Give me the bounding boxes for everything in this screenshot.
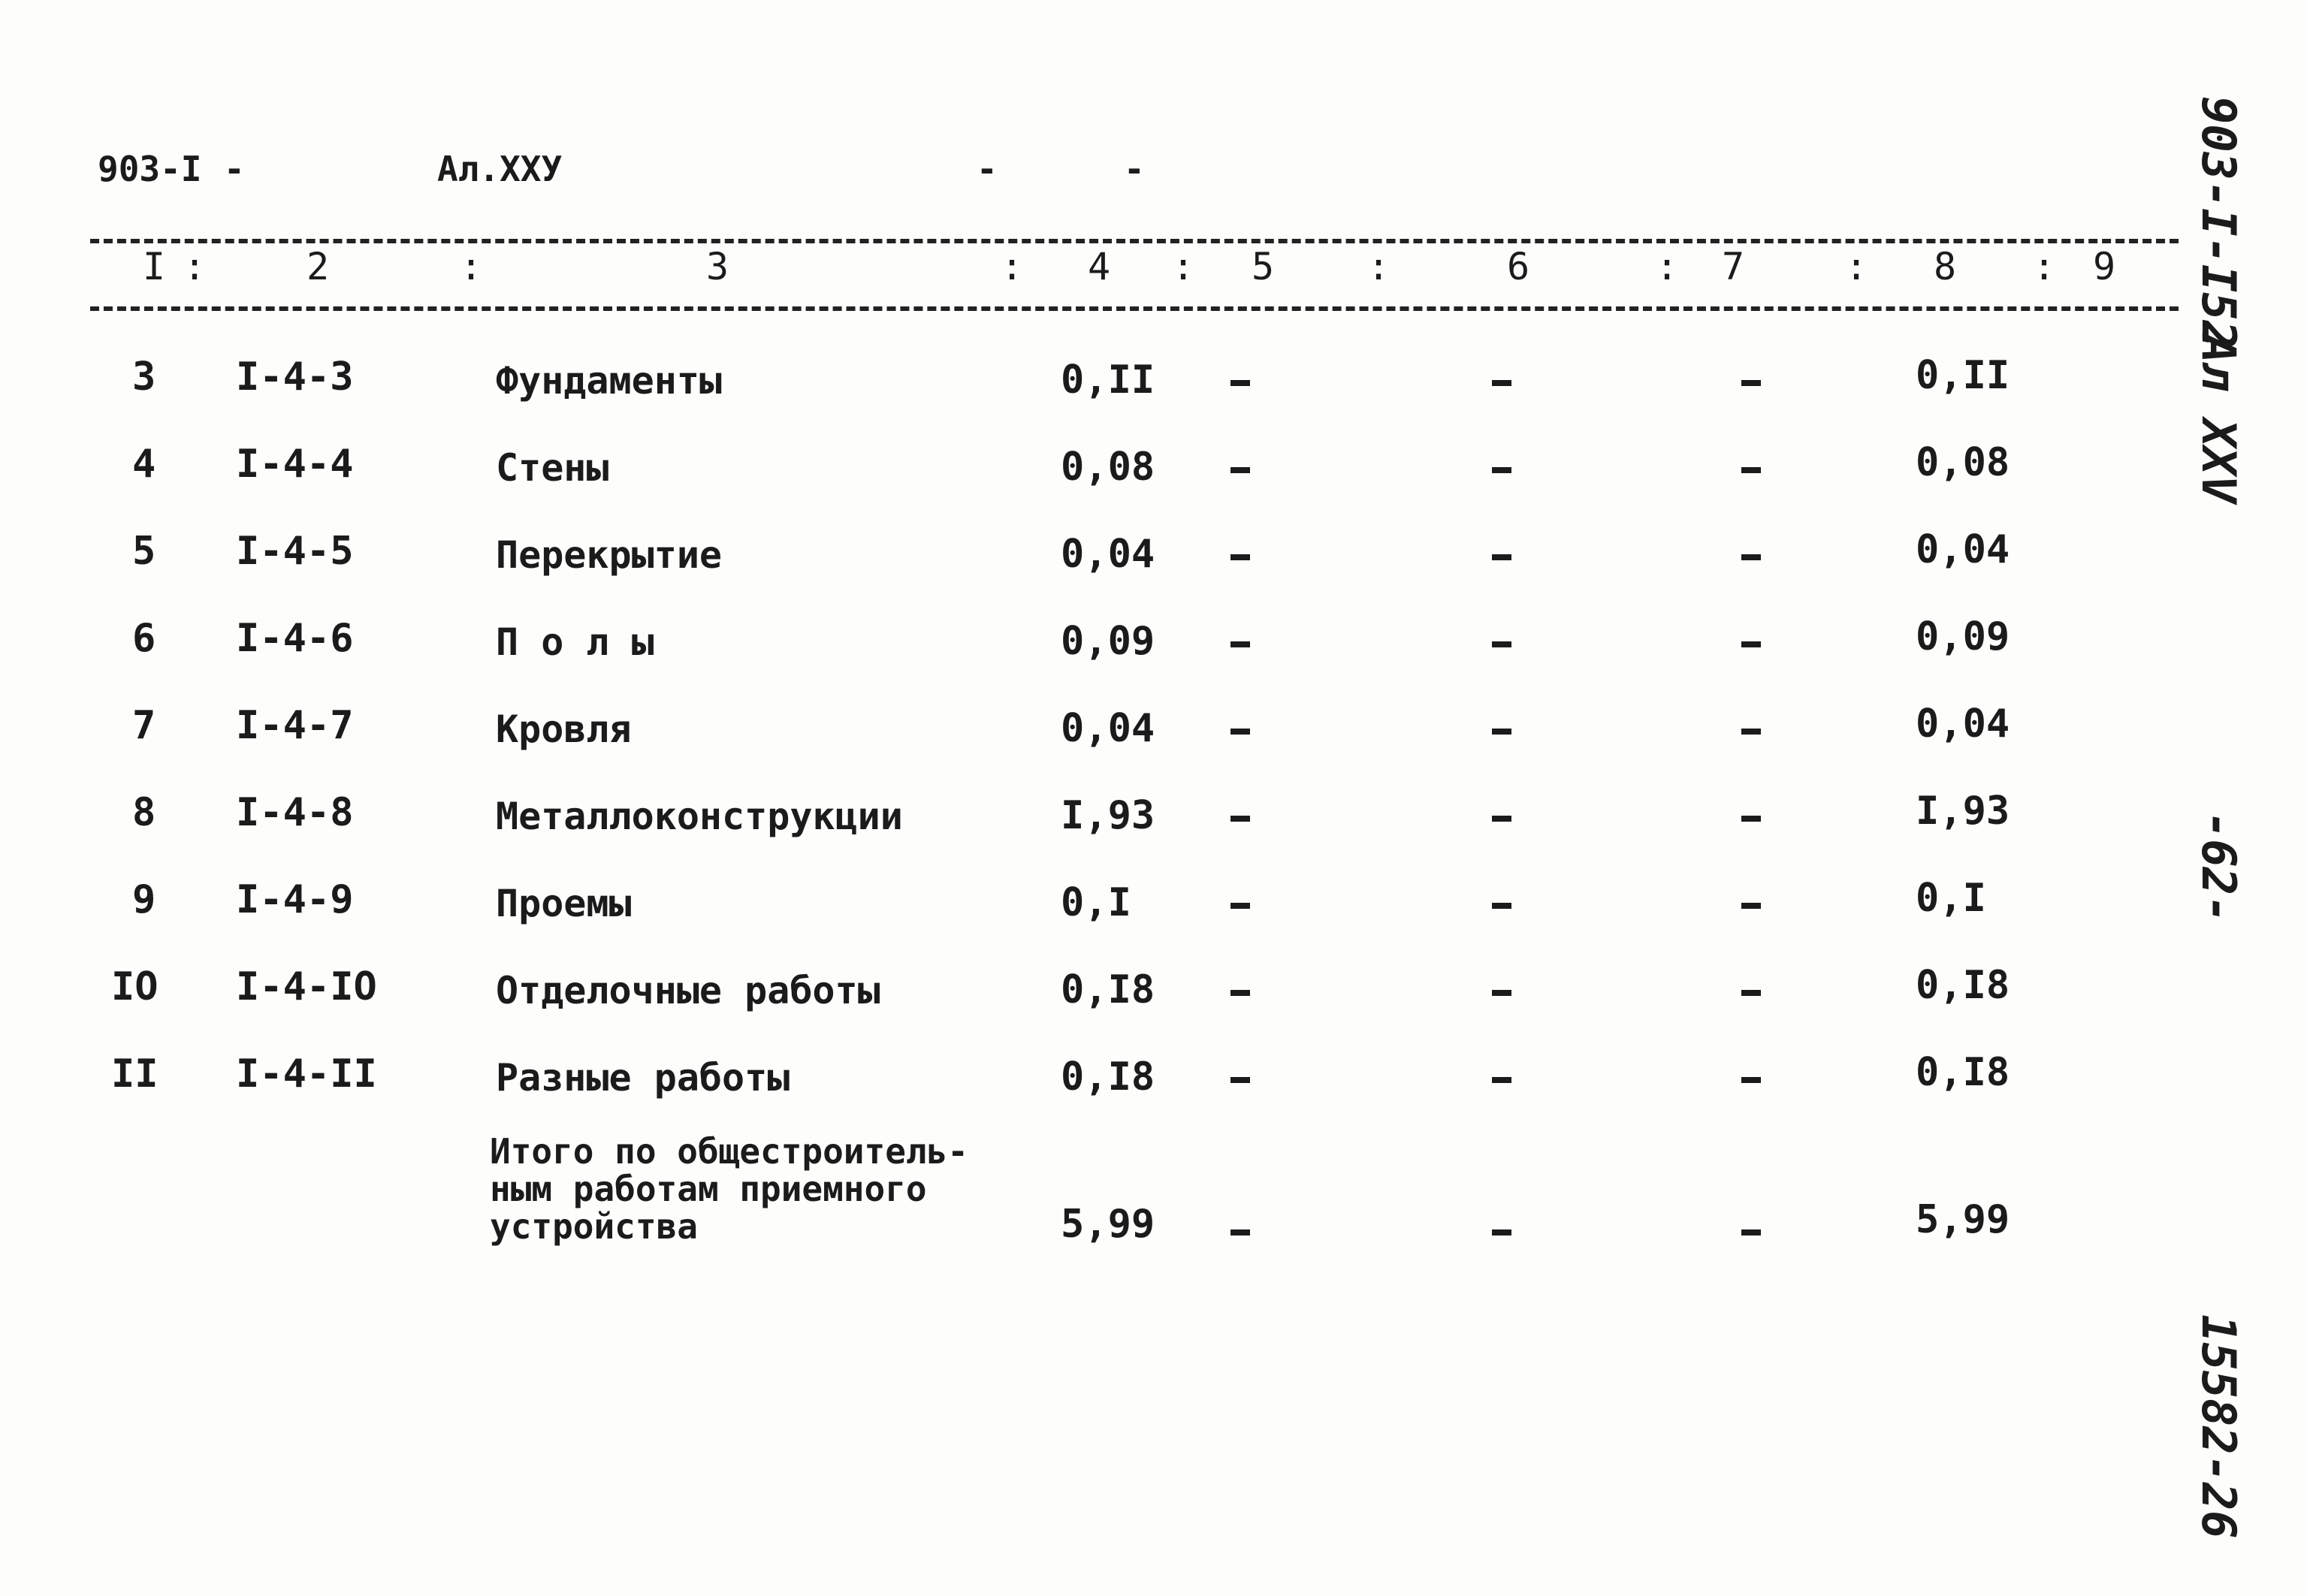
- header-dash: -: [224, 149, 245, 189]
- row-name: Проемы: [496, 882, 632, 925]
- column-header: 4: [1088, 245, 1111, 288]
- row-col8: 0,04: [1916, 527, 2010, 572]
- row-col8: 0,I8: [1916, 1050, 2010, 1095]
- row-c5-dash: [1231, 990, 1250, 996]
- album-label: Ал.ХХУ: [437, 149, 563, 189]
- column-header: 2: [306, 245, 330, 288]
- row-col4: 0,04: [1061, 706, 1155, 751]
- row-c7-dash: [1741, 990, 1761, 996]
- row-name: Фундаменты: [496, 359, 723, 403]
- column-separator: :: [1845, 245, 1868, 288]
- row-c5-dash: [1231, 729, 1250, 735]
- column-separator: :: [1367, 245, 1391, 288]
- row-number: 5: [132, 529, 156, 574]
- row-c5-dash: [1231, 554, 1250, 560]
- row-col8: I,93: [1916, 789, 2010, 834]
- row-c6-dash: [1492, 816, 1511, 822]
- margin-project-code: 903-I-I52: [2191, 96, 2246, 348]
- row-number: II: [111, 1051, 159, 1097]
- row-c5-dash: [1231, 380, 1250, 386]
- total-col5-dash: [1231, 1229, 1250, 1235]
- column-header: 6: [1507, 245, 1530, 288]
- row-number: 7: [132, 703, 156, 748]
- project-code: 903-I: [98, 149, 202, 189]
- column-header: 3: [706, 245, 729, 288]
- row-col4: 0,I8: [1061, 967, 1155, 1012]
- row-c5-dash: [1231, 903, 1250, 909]
- row-c6-dash: [1492, 729, 1511, 735]
- margin-page-number: -62-: [2191, 811, 2246, 924]
- row-c5-dash: [1231, 816, 1250, 822]
- row-name: П о л ы: [496, 620, 654, 664]
- row-c7-dash: [1741, 1077, 1761, 1083]
- row-col4: I,93: [1061, 793, 1155, 838]
- total-col8: 5,99: [1916, 1197, 2010, 1242]
- row-col8: 0,08: [1916, 440, 2010, 485]
- row-c7-dash: [1741, 467, 1761, 473]
- row-code: I-4-4: [236, 442, 354, 487]
- column-separator: :: [2033, 245, 2056, 288]
- row-c7-dash: [1741, 903, 1761, 909]
- row-code: I-4-6: [236, 616, 354, 661]
- row-col4: 0,II: [1061, 358, 1155, 403]
- row-c7-dash: [1741, 729, 1761, 735]
- column-header: I: [143, 245, 166, 288]
- row-name: Разные работы: [496, 1056, 790, 1100]
- row-code: I-4-7: [236, 703, 354, 748]
- row-col4: 0,I: [1061, 880, 1131, 925]
- row-c7-dash: [1741, 641, 1761, 647]
- total-col6-dash: [1492, 1229, 1511, 1235]
- row-number: 3: [132, 354, 156, 400]
- column-separator: :: [1656, 245, 1679, 288]
- row-number: 8: [132, 790, 156, 835]
- row-col8: 0,I: [1916, 876, 1986, 921]
- row-col4: 0,I8: [1061, 1054, 1155, 1100]
- row-col8: 0,I8: [1916, 963, 2010, 1008]
- row-c7-dash: [1741, 816, 1761, 822]
- row-c6-dash: [1492, 1077, 1511, 1083]
- row-col8: 0,09: [1916, 614, 2010, 659]
- row-col4: 0,08: [1061, 445, 1155, 490]
- row-c7-dash: [1741, 380, 1761, 386]
- row-c6-dash: [1492, 903, 1511, 909]
- row-col8: 0,04: [1916, 701, 2010, 747]
- row-number: 4: [132, 442, 156, 487]
- row-name: Перекрытие: [496, 533, 723, 577]
- row-name: Металлоконструкции: [496, 795, 903, 838]
- row-code: I-4-5: [236, 529, 354, 574]
- total-label: Итого по общестроитель-ным работам приемного устройства: [490, 1131, 968, 1247]
- total-col4: 5,99: [1061, 1202, 1155, 1247]
- row-c7-dash: [1741, 554, 1761, 560]
- row-code: I-4-3: [236, 354, 354, 400]
- column-header: 8: [1934, 245, 1957, 288]
- column-header: 5: [1252, 245, 1275, 288]
- margin-album: Ал XXV: [2191, 335, 2246, 503]
- column-separator: :: [1001, 245, 1024, 288]
- table-top-rule: [90, 239, 2179, 243]
- row-number: IO: [111, 964, 159, 1009]
- total-col7-dash: [1741, 1229, 1761, 1235]
- row-c6-dash: [1492, 990, 1511, 996]
- row-c6-dash: [1492, 467, 1511, 473]
- row-c5-dash: [1231, 1077, 1250, 1083]
- row-code: I-4-9: [236, 877, 354, 922]
- row-number: 6: [132, 616, 156, 661]
- row-c6-dash: [1492, 380, 1511, 386]
- row-c5-dash: [1231, 467, 1250, 473]
- column-separator: :: [183, 245, 207, 288]
- row-code: I-4-8: [236, 790, 354, 835]
- header-dash: -: [1124, 149, 1145, 189]
- row-code: I-4-IO: [236, 964, 377, 1009]
- row-col8: 0,II: [1916, 353, 2010, 398]
- row-number: 9: [132, 877, 156, 922]
- row-name: Кровля: [496, 707, 632, 751]
- column-header: 7: [1722, 245, 1745, 288]
- row-col4: 0,04: [1061, 532, 1155, 577]
- row-code: I-4-II: [236, 1051, 377, 1097]
- table-header-rule: [90, 306, 2179, 311]
- row-c6-dash: [1492, 641, 1511, 647]
- header-dash: -: [977, 149, 998, 189]
- column-separator: :: [1172, 245, 1195, 288]
- row-c6-dash: [1492, 554, 1511, 560]
- row-c5-dash: [1231, 641, 1250, 647]
- column-header: 9: [2093, 245, 2116, 288]
- row-name: Стены: [496, 446, 609, 490]
- row-name: Отделочные работы: [496, 969, 880, 1012]
- row-col4: 0,09: [1061, 619, 1155, 664]
- margin-document-number: 15582-26: [2191, 1314, 2246, 1539]
- column-separator: :: [460, 245, 483, 288]
